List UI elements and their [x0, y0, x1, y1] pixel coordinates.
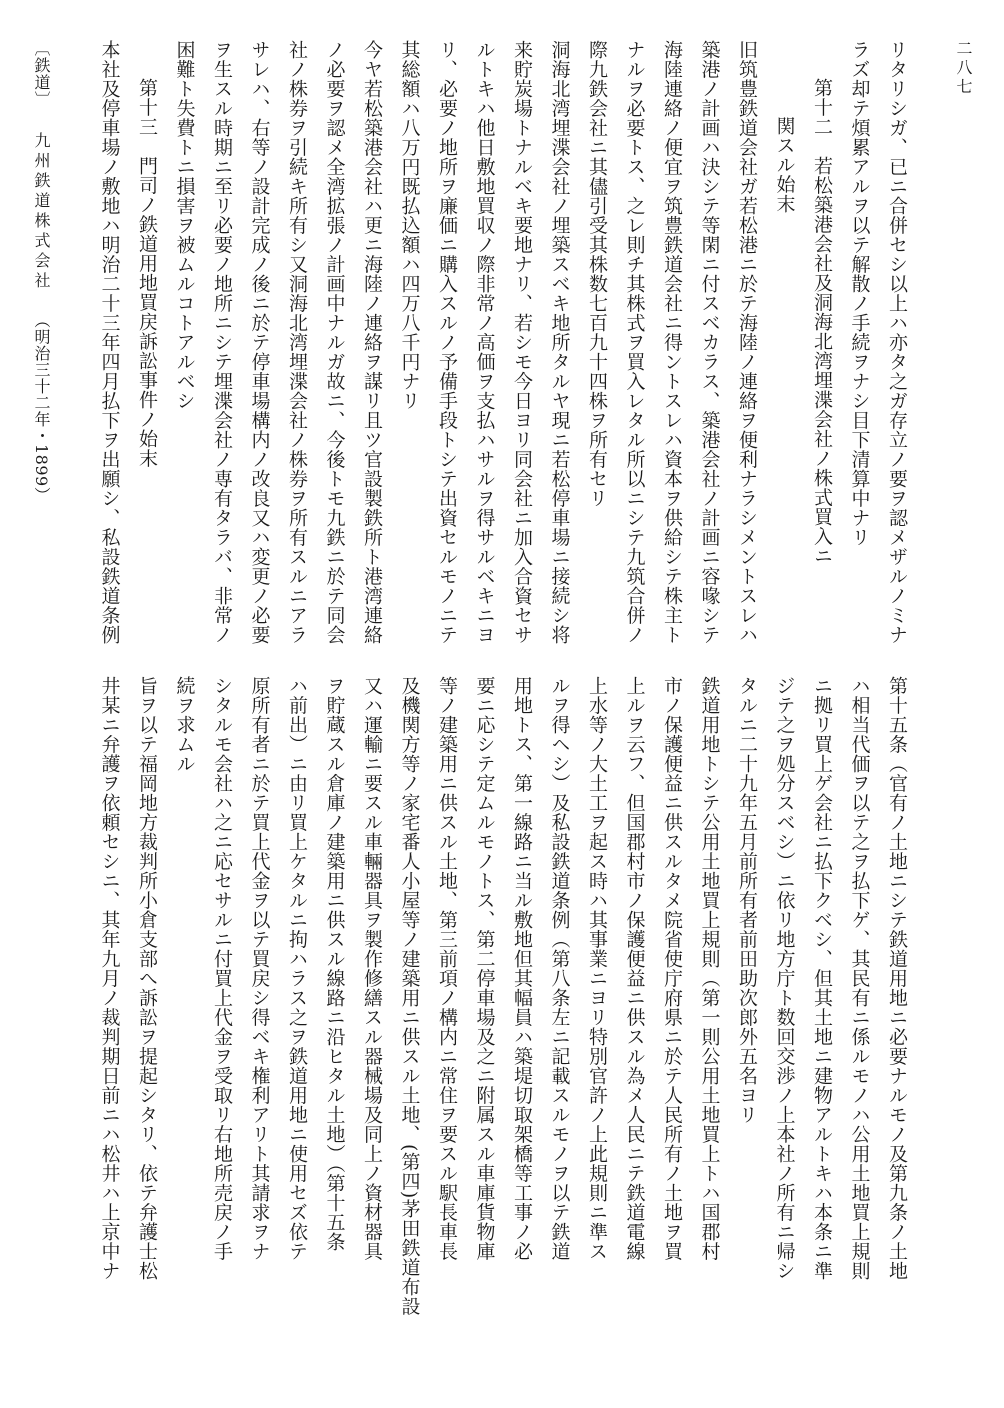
text-column: ニ拠リ買上ゲ会社ニ払下クベシ、但其土地ニ建物アルトキハ本条ニ準 — [811, 676, 833, 1281]
text-column: サレハ、右等ノ設計完成ノ後ニ於テ停車場構内ノ改良又ハ変更ノ必要 — [248, 40, 271, 645]
text-column: ハ相当代価ヲ以テ之ヲ払下ゲ、其民有ニ係ルモノハ公用土地買上規則 — [848, 676, 871, 1281]
text-column: 第十二 若松築港会社及洞海北湾埋渫会社ノ株式買入ニ — [811, 78, 833, 566]
text-column: 第十三 門司ノ鉄道用地買戻訴訟事件ノ始末 — [136, 78, 158, 468]
footer-company: 九州鉄道株式会社 — [32, 132, 51, 292]
text-column: 海陸連絡ノ便宜ヲ筑豊鉄道会社ニ得ントスレハ資本ヲ供給シテ株主ト — [661, 40, 683, 645]
footer-era: （明治三十二年・1899） — [32, 312, 51, 504]
text-column: 要ニ応シテ定ムルモノトス、第二停車場及之ニ附属スル車庫貨物庫 — [473, 676, 496, 1261]
text-column: 鉄道用地トシテ公用土地買上規則（第一則公用土地買上トハ国郡村 — [698, 676, 721, 1261]
text-column: 際九鉄会社ニ其儘引受其株数七百九十四株ヲ所有セリ — [586, 40, 608, 508]
text-column: 市ノ保護便益ニ供スルタメ院省使庁府県ニ於テ人民所有ノ土地ヲ買 — [661, 676, 683, 1261]
upper-text-block — [81, 40, 908, 645]
text-column: ナルヲ必要トス、之レ則チ其株式ヲ買入レタル所以ニシテ九筑合併ノ — [623, 40, 646, 645]
text-column: 上ルヲ云フ、但国郡村市ノ保護便益ニ供スル為メ人民ニテ鉄道電線 — [623, 676, 646, 1261]
text-column: 洞海北湾埋渫会社ノ埋築スベキ地所タルヤ現ニ若松停車場ニ接続シ将 — [548, 40, 571, 645]
text-column: 及機関方等ノ家宅番人小屋等ノ建築用ニ供スル土地、(第四)茅田鉄道布設 — [398, 676, 421, 1316]
text-column: 築港ノ計画ハ決シテ等閑ニ付スベカラス、築港会社ノ計画ニ容喙シテ — [698, 40, 721, 645]
text-column: ハ前出）ニ由リ買上ケタルニ拘ハラス之ヲ鉄道用地ニ使用セズ依テ — [286, 676, 308, 1261]
text-column: 第十五条（官有ノ土地ニシテ鉄道用地ニ必要ナルモノ及第九条ノ土地 — [886, 676, 908, 1281]
text-column: 旧筑豊鉄道会社ガ若松港ニ於テ海陸ノ連絡ヲ便利ナラシメントスレハ — [736, 40, 758, 645]
text-column: 旨ヲ以テ福岡地方裁判所小倉支部へ訴訟ヲ提起シタリ、依テ弁護士松 — [136, 676, 158, 1281]
text-column: 来貯炭場トナルベキ要地ナリ、若シモ今日ヨリ同会社ニ加入合資セサ — [511, 40, 533, 645]
text-column: 今ヤ若松築港会社ハ更ニ海陸ノ連絡ヲ謀リ且ツ官設製鉄所ト港湾連絡 — [361, 40, 383, 645]
text-column: シタルモ会社ハ之ニ応セサルニ付買上代金ヲ受取リ右地所売戻ノ手 — [211, 676, 233, 1261]
text-column: 上水等ノ大土工ヲ起ス時ハ其事業ニヨリ特別官許ノ上此規則ニ準ス — [586, 676, 608, 1261]
text-column: 其総額ハ八万円既払込額ハ四万八千円ナリ — [398, 40, 421, 411]
lower-text-block — [81, 676, 906, 1334]
text-column: リタリシガ、已ニ合併セシ以上ハ亦タ之ガ存立ノ要ヲ認メザルノミナ — [886, 40, 908, 645]
text-column: ルヲ得ヘシ）及私設鉄道条例（第八条左ニ記載スルモノヲ以テ鉄道 — [548, 676, 571, 1261]
running-footer — [33, 40, 49, 580]
text-column: ルトキハ他日敷地買収ノ際非常ノ高価ヲ支払ハサルヲ得サルベキニヨ — [473, 40, 496, 645]
text-column: 困難ト失費トニ損害ヲ被ムルコトアルベシ — [173, 40, 196, 411]
text-column: ノ必要ヲ認メ全湾拡張ノ計画中ナルガ故ニ、今後トモ九鉄ニ於テ同会 — [323, 40, 346, 645]
text-column: 井某ニ弁護ヲ依頼セシニ、其年九月ノ裁判期日前ニハ松井ハ上京中ナ — [98, 676, 121, 1281]
text-column: 等ノ建築用ニ供スル土地、第三前項ノ構内ニ常住ヲ要スル駅長車長 — [436, 676, 458, 1261]
text-column: 本社及停車場ノ敷地ハ明治二十三年四月払下ヲ出願シ、私設鉄道条例 — [98, 40, 121, 645]
page-number: 二八七 — [954, 40, 973, 97]
text-column: 社ノ株券ヲ引続キ所有シ又洞海北湾埋渫会社ノ株券ヲ所有スルニアラ — [286, 40, 308, 645]
text-column: ジテ之ヲ処分スベシ）ニ依リ地方庁ト数回交渉ノ上本社ノ所有ニ帰シ — [773, 676, 796, 1281]
text-column: リ、必要ノ地所ヲ廉価ニ購入スルノ予備手段トシテ出資セルモノニテ — [436, 40, 458, 645]
text-column: ヲ貯蔵スル倉庫ノ建築用ニ供スル線路ニ沿ヒタル土地）（第十五条 — [323, 676, 346, 1252]
text-column: ラズ却テ煩累アルヲ以テ解散ノ手続ヲナシ目下清算中ナリ — [848, 40, 871, 547]
text-column: ヲ生スル時期ニ至リ必要ノ地所ニシテ埋渫会社ノ専有タラバ、非常ノ — [211, 40, 233, 645]
text-column: 用地トス、第一線路ニ当ル敷地但其幅員ハ築堤切取架橋等工事ノ必 — [511, 676, 533, 1261]
text-column: タルニ二十九年五月前所有者前田助次郎外五名ヨリ — [736, 676, 758, 1125]
text-column: 関スル始末 — [773, 116, 796, 214]
text-column: 原所有者ニ於テ買上代金ヲ以テ買戻シ得ベキ権利アリト其請求ヲナ — [248, 676, 271, 1261]
text-column: 続ヲ求ムル — [173, 676, 196, 774]
text-column: 又ハ運輸ニ要スル車輛器具ヲ製作修繕スル器械場及同上ノ資材器具 — [361, 676, 383, 1261]
footer-category: 〔鉄道〕 — [32, 40, 51, 108]
